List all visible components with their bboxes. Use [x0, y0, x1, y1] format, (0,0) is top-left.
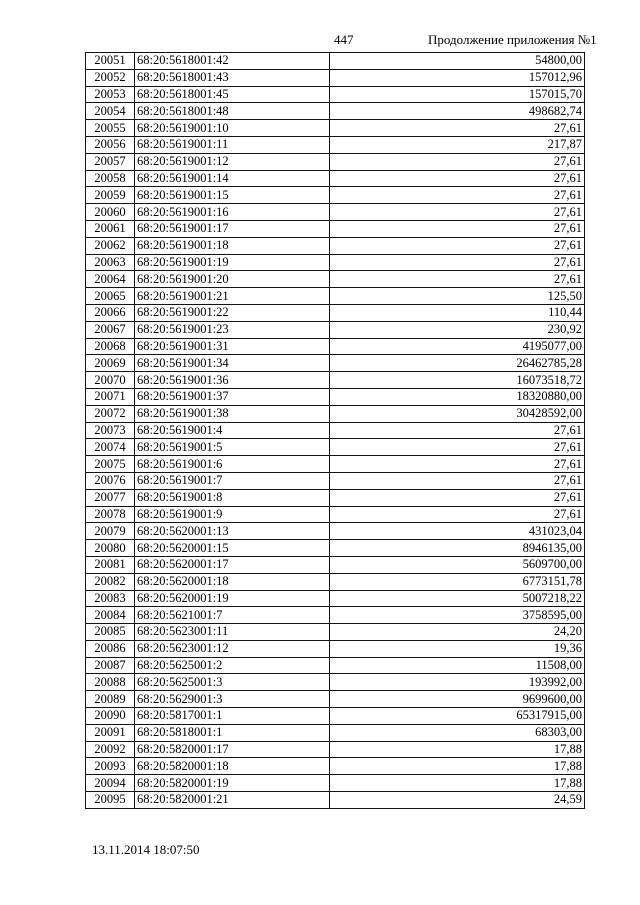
table-row — [86, 708, 585, 725]
cadastral-value-cell: 17,88 — [330, 775, 585, 792]
cadastral-value-cell: 17,88 — [330, 741, 585, 758]
cadastral-value-cell: 6773151,78 — [330, 573, 585, 590]
table-row — [86, 220, 585, 237]
cadastral-number-cell: 68:20:5619001:8 — [135, 489, 330, 506]
cadastral-number-cell: 68:20:5619001:4 — [135, 422, 330, 439]
row-number-cell: 20085 — [86, 624, 135, 641]
cadastral-value-cell: 110,44 — [330, 304, 585, 321]
table-row — [86, 422, 585, 439]
row-number-cell: 20092 — [86, 741, 135, 758]
cadastral-number-cell: 68:20:5619001:38 — [135, 405, 330, 422]
table-body — [86, 53, 585, 809]
table-row — [86, 103, 585, 120]
table-row — [86, 640, 585, 657]
row-number-cell: 20073 — [86, 422, 135, 439]
table-row — [86, 624, 585, 641]
cadastral-value-table — [85, 52, 585, 809]
row-number-cell: 20078 — [86, 506, 135, 523]
cadastral-number-cell: 68:20:5629001:3 — [135, 691, 330, 708]
row-number-cell: 20059 — [86, 187, 135, 204]
row-number-cell: 20094 — [86, 775, 135, 792]
cadastral-number-cell: 68:20:5619001:19 — [135, 254, 330, 271]
cadastral-value-cell: 3758595,00 — [330, 607, 585, 624]
table-row — [86, 338, 585, 355]
cadastral-value-cell: 24,59 — [330, 792, 585, 809]
cadastral-number-cell: 68:20:5620001:19 — [135, 590, 330, 607]
cadastral-number-cell: 68:20:5623001:12 — [135, 640, 330, 657]
cadastral-value-cell: 27,61 — [330, 472, 585, 489]
cadastral-value-cell: 27,61 — [330, 170, 585, 187]
table-row — [86, 388, 585, 405]
table-row — [86, 304, 585, 321]
cadastral-number-cell: 68:20:5619001:18 — [135, 237, 330, 254]
row-number-cell: 20088 — [86, 674, 135, 691]
cadastral-number-cell: 68:20:5620001:18 — [135, 573, 330, 590]
table-row — [86, 53, 585, 70]
cadastral-value-cell: 157015,70 — [330, 86, 585, 103]
row-number-cell: 20081 — [86, 556, 135, 573]
cadastral-value-cell: 68303,00 — [330, 724, 585, 741]
table-row — [86, 758, 585, 775]
row-number-cell: 20062 — [86, 237, 135, 254]
cadastral-number-cell: 68:20:5619001:20 — [135, 271, 330, 288]
row-number-cell: 20077 — [86, 489, 135, 506]
cadastral-value-cell: 27,61 — [330, 422, 585, 439]
table-row — [86, 254, 585, 271]
cadastral-value-cell: 27,61 — [330, 220, 585, 237]
row-number-cell: 20093 — [86, 758, 135, 775]
row-number-cell: 20058 — [86, 170, 135, 187]
row-number-cell: 20060 — [86, 204, 135, 221]
table-row — [86, 136, 585, 153]
cadastral-number-cell: 68:20:5625001:3 — [135, 674, 330, 691]
table-row — [86, 170, 585, 187]
cadastral-value-cell: 431023,04 — [330, 523, 585, 540]
cadastral-number-cell: 68:20:5818001:1 — [135, 724, 330, 741]
cadastral-value-cell: 27,61 — [330, 456, 585, 473]
row-number-cell: 20069 — [86, 355, 135, 372]
table-row — [86, 372, 585, 389]
cadastral-value-cell: 27,61 — [330, 237, 585, 254]
row-number-cell: 20079 — [86, 523, 135, 540]
cadastral-number-cell: 68:20:5620001:13 — [135, 523, 330, 540]
cadastral-value-cell: 27,61 — [330, 506, 585, 523]
table-row — [86, 439, 585, 456]
cadastral-value-cell: 27,61 — [330, 187, 585, 204]
table-row — [86, 556, 585, 573]
table-row — [86, 472, 585, 489]
row-number-cell: 20070 — [86, 372, 135, 389]
cadastral-value-cell: 157012,96 — [330, 69, 585, 86]
cadastral-number-cell: 68:20:5619001:37 — [135, 388, 330, 405]
cadastral-number-cell: 68:20:5618001:45 — [135, 86, 330, 103]
table-row — [86, 657, 585, 674]
row-number-cell: 20076 — [86, 472, 135, 489]
cadastral-number-cell: 68:20:5619001:36 — [135, 372, 330, 389]
row-number-cell: 20074 — [86, 439, 135, 456]
cadastral-number-cell: 68:20:5820001:17 — [135, 741, 330, 758]
cadastral-number-cell: 68:20:5619001:6 — [135, 456, 330, 473]
cadastral-value-cell: 30428592,00 — [330, 405, 585, 422]
table-row — [86, 237, 585, 254]
cadastral-value-cell: 4195077,00 — [330, 338, 585, 355]
table-row — [86, 271, 585, 288]
row-number-cell: 20053 — [86, 86, 135, 103]
cadastral-value-cell: 24,20 — [330, 624, 585, 641]
cadastral-number-cell: 68:20:5620001:17 — [135, 556, 330, 573]
row-number-cell: 20066 — [86, 304, 135, 321]
cadastral-value-cell: 5609700,00 — [330, 556, 585, 573]
cadastral-number-cell: 68:20:5618001:43 — [135, 69, 330, 86]
table-row — [86, 456, 585, 473]
table-row — [86, 607, 585, 624]
row-number-cell: 20095 — [86, 792, 135, 809]
row-number-cell: 20087 — [86, 657, 135, 674]
cadastral-number-cell: 68:20:5619001:7 — [135, 472, 330, 489]
cadastral-value-cell: 27,61 — [330, 254, 585, 271]
row-number-cell: 20090 — [86, 708, 135, 725]
table-row — [86, 321, 585, 338]
table-row — [86, 69, 585, 86]
cadastral-value-cell: 8946135,00 — [330, 540, 585, 557]
cadastral-value-cell: 27,61 — [330, 489, 585, 506]
table-row — [86, 405, 585, 422]
table-row — [86, 775, 585, 792]
cadastral-number-cell: 68:20:5820001:21 — [135, 792, 330, 809]
table-row — [86, 523, 585, 540]
cadastral-number-cell: 68:20:5817001:1 — [135, 708, 330, 725]
table-row — [86, 540, 585, 557]
table-row — [86, 153, 585, 170]
row-number-cell: 20084 — [86, 607, 135, 624]
table-row — [86, 489, 585, 506]
row-number-cell: 20071 — [86, 388, 135, 405]
cadastral-number-cell: 68:20:5618001:48 — [135, 103, 330, 120]
row-number-cell: 20068 — [86, 338, 135, 355]
cadastral-value-cell: 54800,00 — [330, 53, 585, 70]
cadastral-number-cell: 68:20:5619001:17 — [135, 220, 330, 237]
cadastral-number-cell: 68:20:5619001:5 — [135, 439, 330, 456]
cadastral-number-cell: 68:20:5620001:15 — [135, 540, 330, 557]
row-number-cell: 20064 — [86, 271, 135, 288]
row-number-cell: 20072 — [86, 405, 135, 422]
cadastral-value-cell: 9699600,00 — [330, 691, 585, 708]
table-row — [86, 674, 585, 691]
table-row — [86, 187, 585, 204]
row-number-cell: 20067 — [86, 321, 135, 338]
table-row — [86, 691, 585, 708]
cadastral-value-cell: 16073518,72 — [330, 372, 585, 389]
cadastral-value-cell: 19,36 — [330, 640, 585, 657]
cadastral-value-cell: 18320880,00 — [330, 388, 585, 405]
table-row — [86, 506, 585, 523]
row-number-cell: 20075 — [86, 456, 135, 473]
cadastral-value-cell: 27,61 — [330, 120, 585, 137]
row-number-cell: 20086 — [86, 640, 135, 657]
cadastral-value-cell: 26462785,28 — [330, 355, 585, 372]
appendix-title: Продолжение приложения №1 — [428, 32, 597, 47]
cadastral-value-cell: 5007218,22 — [330, 590, 585, 607]
cadastral-number-cell: 68:20:5619001:16 — [135, 204, 330, 221]
cadastral-value-cell: 125,50 — [330, 288, 585, 305]
cadastral-value-cell: 27,61 — [330, 271, 585, 288]
cadastral-value-cell: 498682,74 — [330, 103, 585, 120]
row-number-cell: 20054 — [86, 103, 135, 120]
table-row — [86, 573, 585, 590]
cadastral-number-cell: 68:20:5619001:34 — [135, 355, 330, 372]
cadastral-number-cell: 68:20:5820001:18 — [135, 758, 330, 775]
cadastral-number-cell: 68:20:5625001:2 — [135, 657, 330, 674]
cadastral-number-cell: 68:20:5619001:9 — [135, 506, 330, 523]
cadastral-number-cell: 68:20:5619001:12 — [135, 153, 330, 170]
page-number: 447 — [334, 32, 354, 47]
cadastral-number-cell: 68:20:5623001:11 — [135, 624, 330, 641]
cadastral-value-cell: 11508,00 — [330, 657, 585, 674]
cadastral-number-cell: 68:20:5619001:31 — [135, 338, 330, 355]
cadastral-value-cell: 27,61 — [330, 204, 585, 221]
table-row — [86, 204, 585, 221]
cadastral-value-cell: 27,61 — [330, 439, 585, 456]
row-number-cell: 20051 — [86, 53, 135, 70]
row-number-cell: 20056 — [86, 136, 135, 153]
cadastral-number-cell: 68:20:5619001:10 — [135, 120, 330, 137]
table-row — [86, 355, 585, 372]
cadastral-number-cell: 68:20:5820001:19 — [135, 775, 330, 792]
cadastral-value-cell: 230,92 — [330, 321, 585, 338]
cadastral-number-cell: 68:20:5619001:14 — [135, 170, 330, 187]
cadastral-number-cell: 68:20:5621001:7 — [135, 607, 330, 624]
cadastral-value-cell: 17,88 — [330, 758, 585, 775]
cadastral-number-cell: 68:20:5619001:22 — [135, 304, 330, 321]
row-number-cell: 20083 — [86, 590, 135, 607]
cadastral-number-cell: 68:20:5619001:15 — [135, 187, 330, 204]
row-number-cell: 20082 — [86, 573, 135, 590]
footer-timestamp: 13.11.2014 18:07:50 — [92, 842, 200, 857]
row-number-cell: 20091 — [86, 724, 135, 741]
row-number-cell: 20057 — [86, 153, 135, 170]
cadastral-number-cell: 68:20:5619001:21 — [135, 288, 330, 305]
row-number-cell: 20061 — [86, 220, 135, 237]
cadastral-value-cell: 65317915,00 — [330, 708, 585, 725]
cadastral-value-cell: 193992,00 — [330, 674, 585, 691]
cadastral-number-cell: 68:20:5618001:42 — [135, 53, 330, 70]
table-row — [86, 120, 585, 137]
row-number-cell: 20080 — [86, 540, 135, 557]
row-number-cell: 20052 — [86, 69, 135, 86]
cadastral-number-cell: 68:20:5619001:23 — [135, 321, 330, 338]
table-row — [86, 724, 585, 741]
table-row — [86, 288, 585, 305]
row-number-cell: 20055 — [86, 120, 135, 137]
row-number-cell: 20065 — [86, 288, 135, 305]
table-row — [86, 741, 585, 758]
cadastral-value-cell: 27,61 — [330, 153, 585, 170]
cadastral-value-cell: 217,87 — [330, 136, 585, 153]
table-row — [86, 86, 585, 103]
row-number-cell: 20063 — [86, 254, 135, 271]
cadastral-number-cell: 68:20:5619001:11 — [135, 136, 330, 153]
table-row — [86, 792, 585, 809]
row-number-cell: 20089 — [86, 691, 135, 708]
table-row — [86, 590, 585, 607]
